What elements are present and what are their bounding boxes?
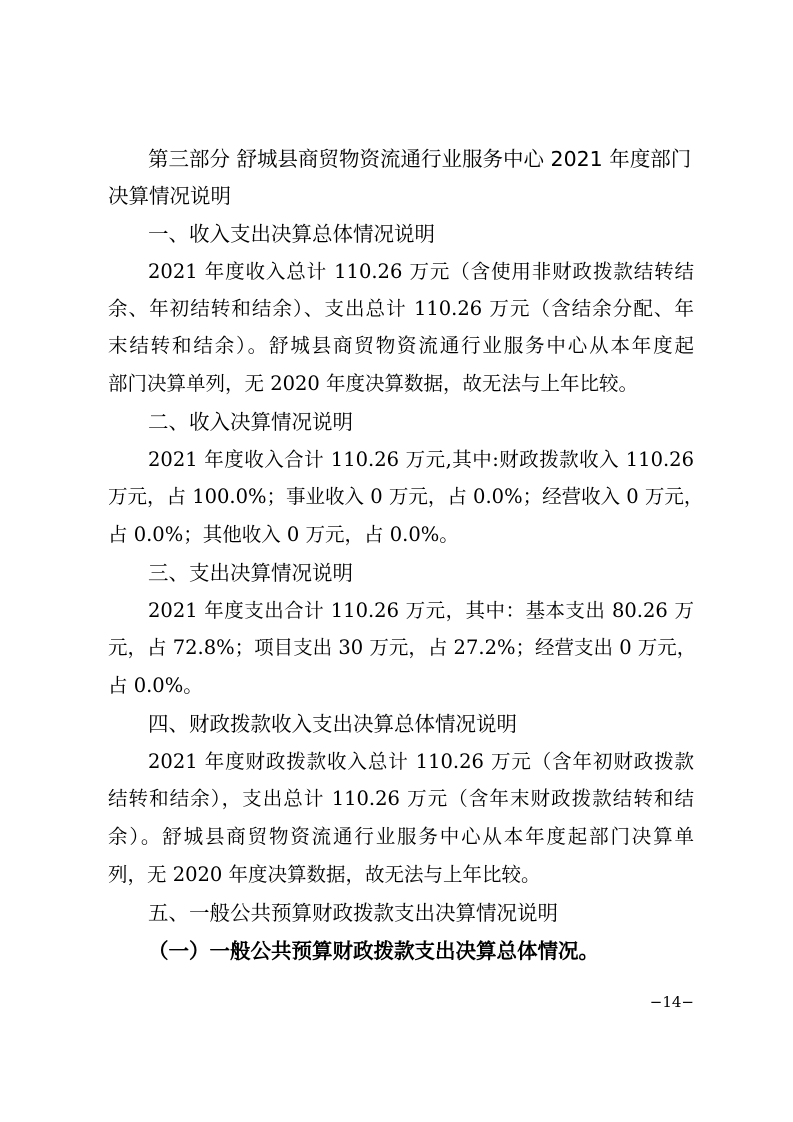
document-title-line-2: 决算情况说明 bbox=[108, 184, 231, 208]
section-3-paragraph-line: 元，占 72.8%；项目支出 30 万元，占 27.2%；经营支出 0 万元， bbox=[108, 636, 697, 659]
section-5-heading: 五、一般公共预算财政拨款支出决算情况说明 bbox=[148, 901, 558, 925]
section-3-heading: 三、支出决算情况说明 bbox=[148, 561, 353, 585]
section-4-paragraph-line: 余）。舒城县商贸物资流通行业服务中心从本年度起部门决算单 bbox=[108, 825, 694, 848]
section-1-heading: 一、收入支出决算总体情况说明 bbox=[148, 222, 435, 246]
section-2-paragraph-line: 占 0.0%；其他收入 0 万元，占 0.0%。 bbox=[108, 523, 459, 546]
section-3-paragraph-line: 2021 年度支出合计 110.26 万元，其中：基本支出 80.26 万 bbox=[148, 599, 694, 622]
section-2-paragraph-line: 万元，占 100.0%；事业收入 0 万元，占 0.0%；经营收入 0 万元， bbox=[108, 485, 704, 508]
section-4-paragraph-line: 结转和结余），支出总计 110.26 万元（含年末财政拨款结转和结 bbox=[108, 787, 694, 810]
section-4-paragraph-line: 列，无 2020 年度决算数据，故无法与上年比较。 bbox=[108, 863, 541, 886]
document-title-line-1: 第三部分 舒城县商贸物资流通行业服务中心 2021 年度部门 bbox=[148, 147, 692, 171]
section-4-heading: 四、财政拨款收入支出决算总体情况说明 bbox=[148, 712, 517, 736]
section-1-paragraph-line: 2021 年度收入总计 110.26 万元（含使用非财政拨款结转结 bbox=[148, 260, 694, 283]
section-2-heading: 二、收入决算情况说明 bbox=[148, 410, 353, 434]
section-2-paragraph-line: 2021 年度收入合计 110.26 万元,其中:财政拨款收入 110.26 bbox=[148, 448, 694, 471]
section-5-sub-heading: （一）一般公共预算财政拨款支出决算总体情况。 bbox=[148, 939, 599, 963]
section-1-paragraph-line: 余、年初结转和结余）、支出总计 110.26 万元（含结余分配、年 bbox=[108, 297, 694, 320]
page-number: −14− bbox=[649, 993, 694, 1011]
section-3-paragraph-line: 占 0.0%。 bbox=[108, 674, 203, 697]
section-4-paragraph-line: 2021 年度财政拨款收入总计 110.26 万元（含年初财政拨款 bbox=[148, 750, 694, 773]
section-1-paragraph-line: 末结转和结余）。舒城县商贸物资流通行业服务中心从本年度起 bbox=[108, 334, 694, 357]
section-1-paragraph-line: 部门决算单列，无 2020 年度决算数据，故无法与上年比较。 bbox=[108, 372, 639, 395]
